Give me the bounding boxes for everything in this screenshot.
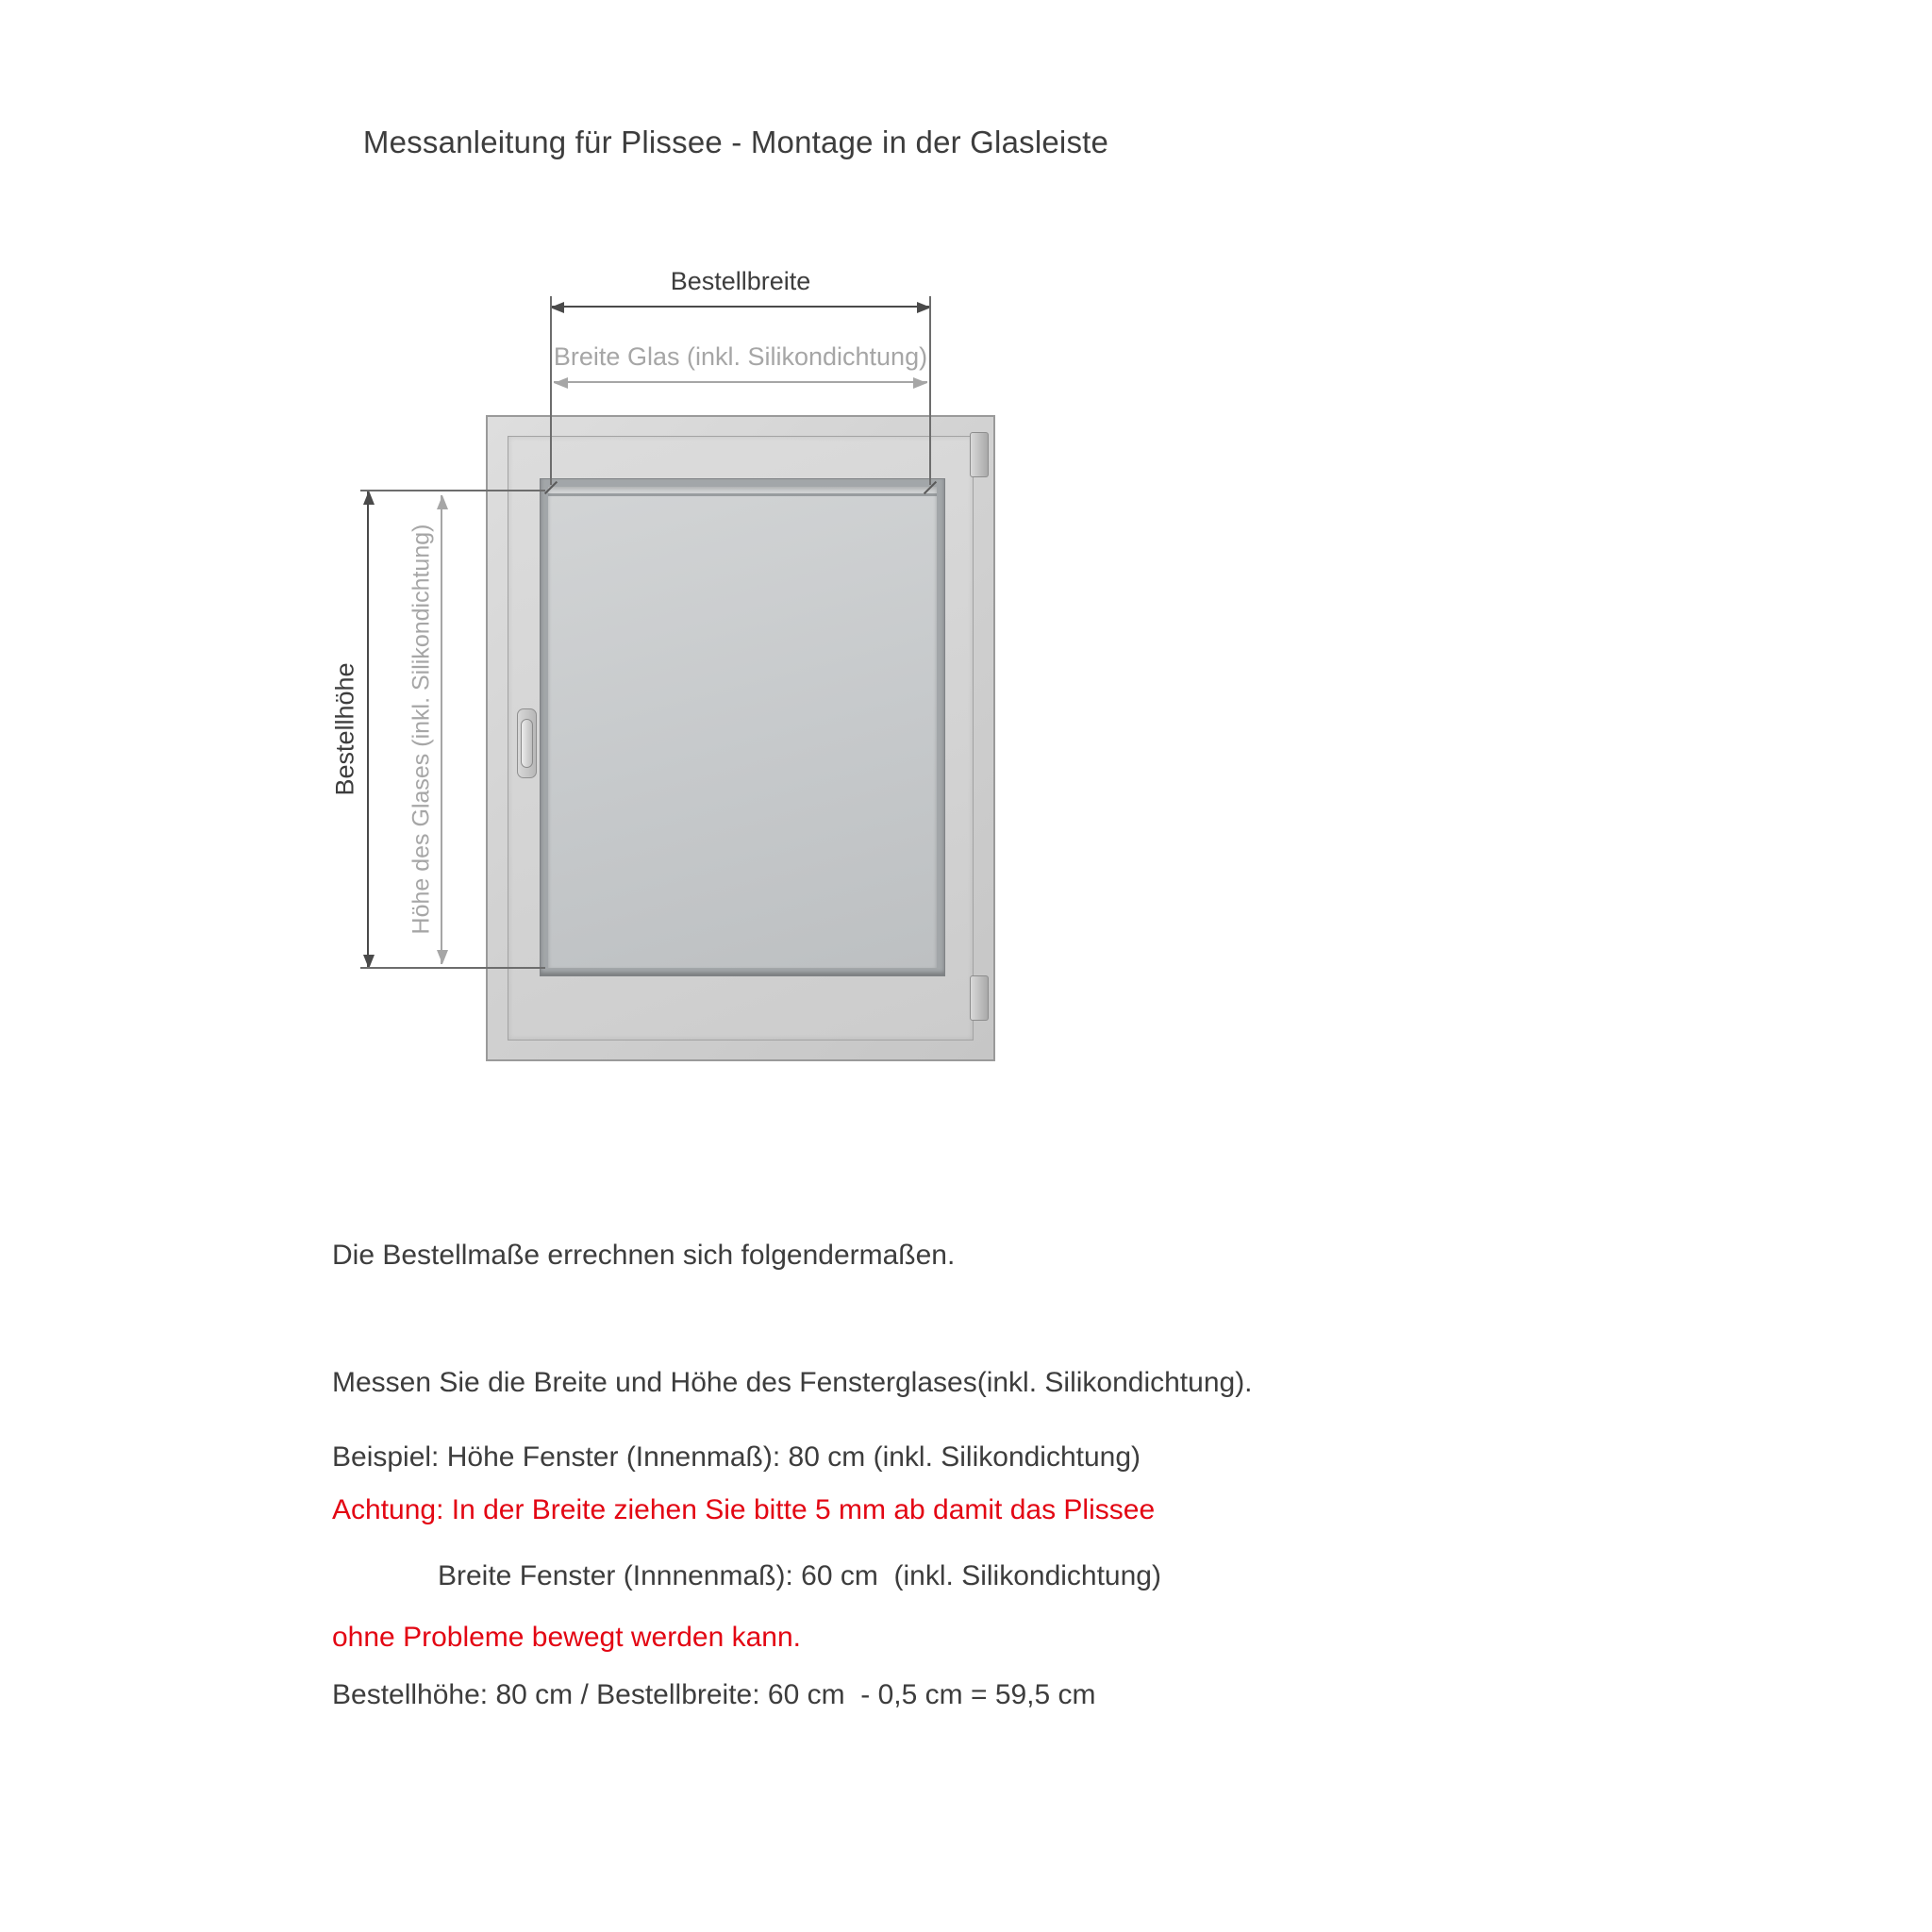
glazing-bead	[540, 478, 945, 976]
window-handle-lever	[521, 719, 533, 768]
hinge-bottom-icon	[970, 975, 989, 1021]
order-height-arrow	[367, 491, 369, 969]
extension-line-right	[929, 296, 931, 485]
example-block	[332, 1358, 1161, 1794]
glass-height-arrow	[441, 495, 442, 964]
instruction-line: Die Bestellmaße errechnen sich folgendermaßen.	[332, 1240, 956, 1271]
example-line: Breite Fenster (Innnenmaß): 60 cm (inkl. Silikondichtung)	[438, 1560, 1161, 1591]
instruction-line: Messen Sie die Breite und Höhe des Fensterglases(inkl. Silikondichtung).	[332, 1367, 1253, 1398]
hinge-top-icon	[970, 432, 989, 477]
extension-line-bottom	[360, 967, 545, 969]
glass-width-arrow	[554, 381, 927, 383]
extension-line-top	[360, 490, 545, 491]
example-line: Beispiel: Höhe Fenster (Innenmaß): 80 cm (inkl. Silikondichtung)	[332, 1441, 1141, 1473]
order-width-arrow	[550, 306, 931, 308]
extension-line-left	[550, 296, 552, 485]
order-width-label: Bestellbreite	[670, 267, 811, 295]
page-title: Messanleitung für Plissee - Montage in der Glasleiste	[362, 125, 1109, 159]
order-height-label: Bestellhöhe	[330, 662, 359, 796]
warning-line: ohne Probleme bewegt werden kann.	[332, 1622, 801, 1653]
silicone-seal-line	[548, 493, 937, 496]
warning-line: Achtung: In der Breite ziehen Sie bitte 5 mm ab damit das Plissee	[332, 1494, 1156, 1525]
window-glass	[548, 487, 937, 968]
example-line: Bestellhöhe: 80 cm / Bestellbreite: 60 cm - 0,5 cm = 59,5 cm	[332, 1679, 1096, 1710]
glass-width-label: Breite Glas (inkl. Silikondichtung)	[553, 342, 928, 371]
glass-height-label: Höhe des Glases (inkl. Silikondichtung)	[408, 524, 435, 935]
